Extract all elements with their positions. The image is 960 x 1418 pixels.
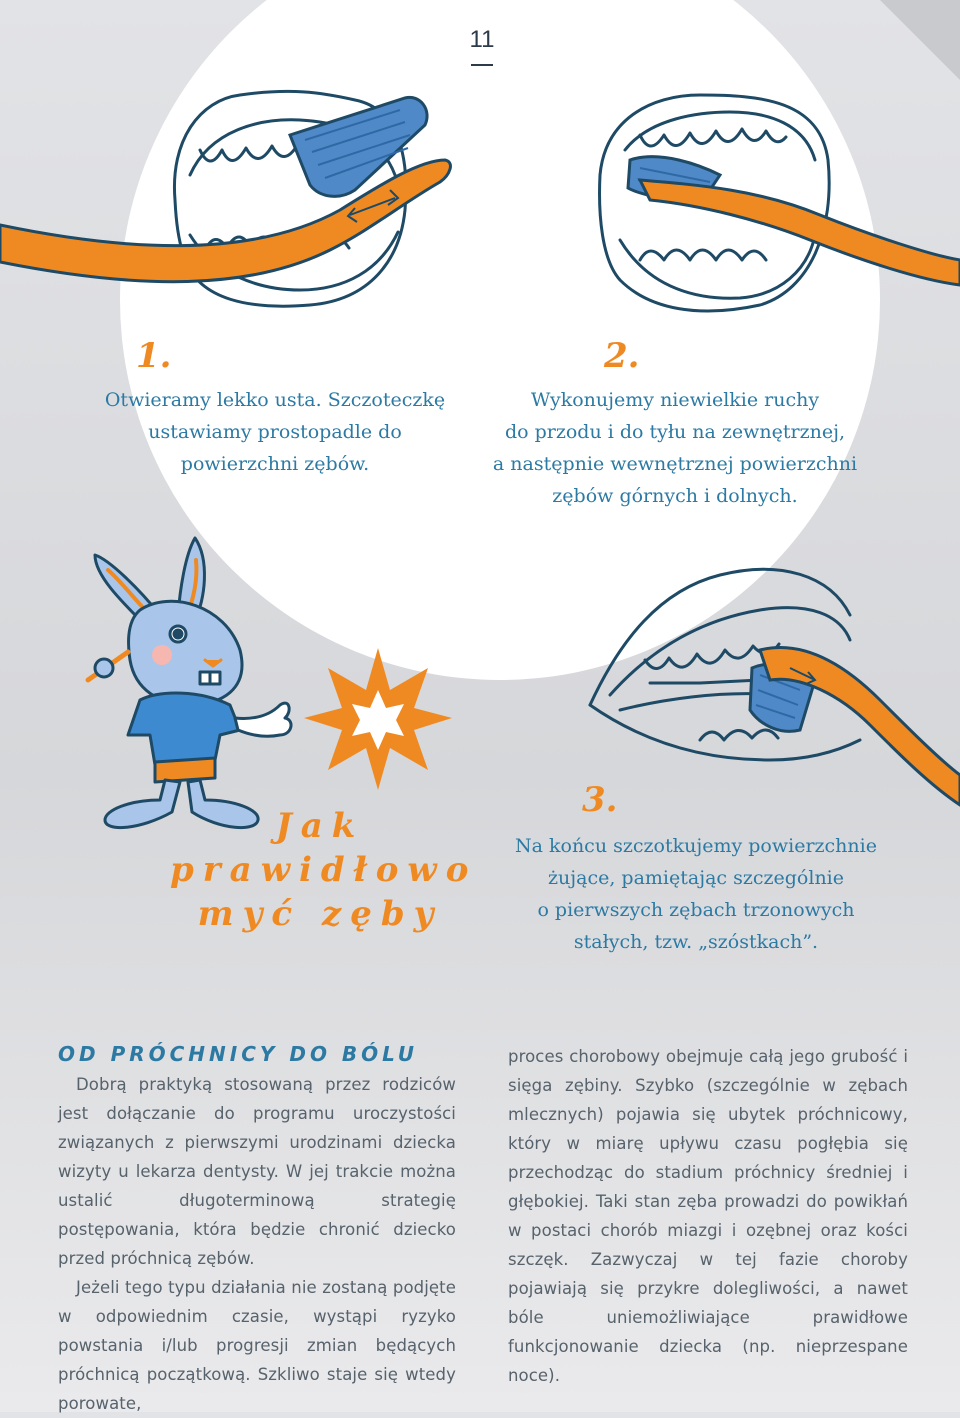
step-1-line: Otwieramy lekko usta. Szczoteczkę [104, 389, 446, 411]
step-1-text [60, 384, 490, 480]
headline-line: myć zęby [197, 894, 443, 934]
headline-line: Jak [275, 806, 365, 846]
page-headline [170, 804, 478, 936]
step-3-text [486, 830, 906, 958]
paragraph [58, 1273, 456, 1418]
step-3-line: Na końcu szczotkujemy powierzchnie [515, 835, 877, 857]
step-3-line: żujące, pamiętając szczególnie [547, 867, 844, 889]
step-3-line: stałych, tzw. „szóstkach”. [573, 931, 819, 953]
section-title: OD PRÓCHNICY DO BÓLU [58, 1042, 419, 1066]
headline-line: prawidłowo [170, 850, 478, 890]
step-2-number: 2. [604, 336, 640, 376]
paragraph [58, 1070, 456, 1273]
right-text-column [508, 1042, 908, 1390]
step-1-line: ustawiamy prostopadle do [148, 421, 402, 443]
step-2-line: do przodu i do tyłu na zewnętrznej, [504, 421, 846, 443]
step-2-text [480, 384, 870, 512]
step-2-line: Wykonujemy niewielkie ruchy [530, 389, 820, 411]
paragraph-text: Dobrą praktyką stosowaną przez rodziców jest dołączanie do programu uroczystości związanych z pierwszymi urodzinami dziecka wizyty u lekarza dentysty. W jej trakcie można ustalić długoterminową strategię postępowania, która będzie chronić dziecko przed próchnicą zębów. [58, 1075, 456, 1268]
paragraph-text: Jeżeli tego typu działania nie zostaną podjęte w odpowiednim czasie, wystąpi ryzyko powstania i/lub progresji zmian będących próchnicą początkową. Szkliwo staje się wtedy porowate, [58, 1278, 456, 1413]
step-1-number: 1. [136, 336, 172, 376]
paragraph-text: proces chorobowy obejmuje całą jego grubość i sięga zębiny. Szybko (szczególnie w zębach mlecznych) pojawia się ubytek próchnicowy, który w miarę upływu czasu pogłębia się przechodząc do stadium próchnicy średniej i głębokiej. Taki stan zęba prowadzi do powikłań w postaci chorób miazgi i ozębnej oraz kości szczęk. Zazwyczaj w tej fazie choroby pojawiają się przykre dolegliwości, a nawet bóle uniemożliwiające prawidłowe funkcjonowanie dziecka (np. nieprzespane noce). [508, 1047, 908, 1385]
step-2-line: zębów górnych i dolnych. [552, 485, 798, 507]
page-number: 11 [469, 26, 495, 53]
step-3-line: o pierwszych zębach trzonowych [537, 899, 855, 921]
step-3-number: 3. [582, 780, 618, 820]
left-text-column [58, 1070, 456, 1418]
step-1-line: powierzchni zębów. [180, 453, 370, 475]
step-2-line: a następnie wewnętrznej powierzchni [492, 453, 858, 475]
